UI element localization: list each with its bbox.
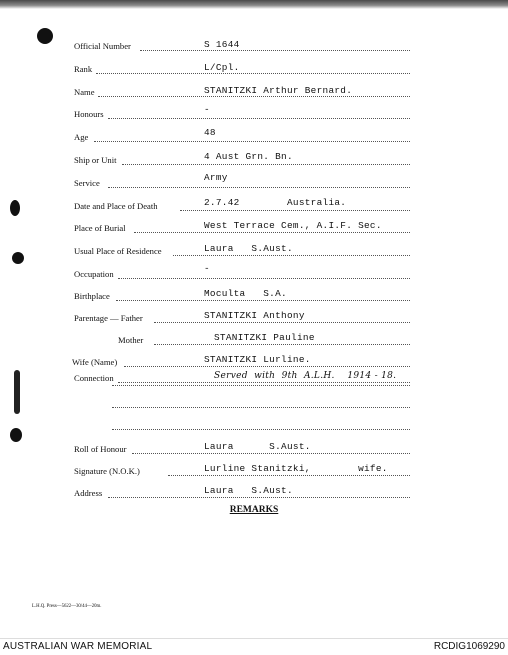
row-roll-of-honour [74, 441, 410, 457]
field-value-handwritten: Served with 9th A.L.H. 1914 - 18. [214, 371, 397, 381]
punch-hole-top [37, 28, 53, 44]
binding-mark [14, 370, 20, 414]
field-label: Address [74, 488, 103, 498]
punch-hole-upper [10, 200, 20, 216]
dotted-line [108, 118, 410, 119]
dotted-line [154, 344, 410, 345]
field-label: Parentage — Father [74, 313, 143, 323]
row-age [74, 129, 410, 145]
field-label: Signature (N.O.K.) [74, 466, 140, 476]
field-label: Ship or Unit [74, 155, 117, 165]
remarks-heading: REMARKS [229, 505, 279, 515]
field-value: West Terrace Cem., A.I.F. Sec. [204, 220, 382, 231]
field-label: Date and Place of Death [74, 201, 158, 211]
row-ship-or-unit [74, 152, 410, 168]
field-value: Moculta S.A. [204, 288, 287, 299]
field-label: Occupation [74, 269, 114, 279]
row-date-and-place-of-death [74, 198, 410, 214]
row-occupation [74, 263, 410, 282]
dotted-line [168, 475, 410, 476]
field-value: Laura S.Aust. [204, 243, 293, 254]
field-value: Army [204, 172, 228, 183]
field-value: STANITZKI Lurline. [204, 354, 311, 365]
field-value: STANITZKI Anthony [204, 310, 305, 321]
field-label: Honours [74, 109, 104, 119]
dotted-line [96, 73, 410, 74]
field-label: Mother [118, 335, 144, 345]
field-value: Lurline Stanitzki, wife. [204, 463, 388, 474]
punch-hole-middle [12, 252, 24, 264]
row-connection [74, 370, 410, 386]
print-note: L.H.Q. Press—5622—30/44—20m. [32, 604, 102, 609]
row-usual-place-of-residence [74, 243, 410, 259]
blank-line [112, 407, 410, 408]
field-label: Birthplace [74, 291, 110, 301]
blank-line [112, 385, 410, 386]
row-birthplace [74, 288, 410, 304]
dotted-line [134, 232, 410, 233]
row-official-number [74, 38, 410, 54]
archive-name: AUSTRALIAN WAR MEMORIAL [3, 641, 153, 652]
field-value: 4 Aust Grn. Bn. [204, 151, 293, 162]
field-value: - [204, 263, 210, 274]
dotted-line [154, 322, 410, 323]
punch-hole-lower [10, 428, 22, 442]
dotted-line [116, 300, 410, 301]
field-label: Official Number [74, 41, 131, 51]
dotted-line [94, 141, 410, 142]
row-signature-nok [74, 463, 410, 479]
field-label: Roll of Honour [74, 444, 127, 454]
dotted-line [118, 382, 410, 383]
field-value: 2.7.42 Australia. [204, 197, 347, 208]
field-value: L/Cpl. [204, 62, 240, 73]
row-parentage-mother [74, 332, 410, 348]
dotted-line [173, 255, 410, 256]
dotted-line [122, 164, 410, 165]
blank-line [112, 429, 410, 430]
field-label: Connection [74, 373, 114, 383]
dotted-line [118, 278, 410, 279]
dotted-line [124, 366, 410, 367]
field-value: Laura S.Aust. [204, 441, 311, 452]
row-service [74, 172, 410, 191]
dotted-line [140, 50, 410, 51]
dotted-line [180, 210, 410, 211]
field-label: Wife (Name) [72, 357, 118, 367]
field-value: - [204, 104, 210, 115]
row-name [74, 84, 410, 100]
row-honours [74, 106, 410, 122]
dotted-line [108, 187, 410, 188]
record-id: RCDIG1069290 [433, 641, 505, 652]
field-label: Place of Burial [74, 223, 126, 233]
field-value: STANITZKI Pauline [214, 332, 315, 343]
row-rank [74, 61, 410, 77]
field-value: Laura S.Aust. [204, 485, 293, 496]
row-wife-name [74, 354, 410, 370]
row-parentage-father [74, 310, 410, 326]
dotted-line [132, 453, 410, 454]
field-label: Rank [74, 64, 93, 74]
field-label: Usual Place of Residence [74, 246, 162, 256]
field-value: 48 [204, 127, 216, 138]
scan-top-edge [0, 0, 508, 9]
field-value: STANITZKI Arthur Bernard. [204, 85, 353, 96]
field-label: Name [74, 87, 95, 97]
row-place-of-burial [74, 220, 410, 236]
field-label: Age [74, 132, 89, 142]
field-label: Service [74, 178, 100, 188]
field-value: S 1644 [204, 39, 240, 50]
row-address [74, 485, 410, 501]
dotted-line [98, 96, 410, 97]
dotted-line [108, 497, 410, 498]
